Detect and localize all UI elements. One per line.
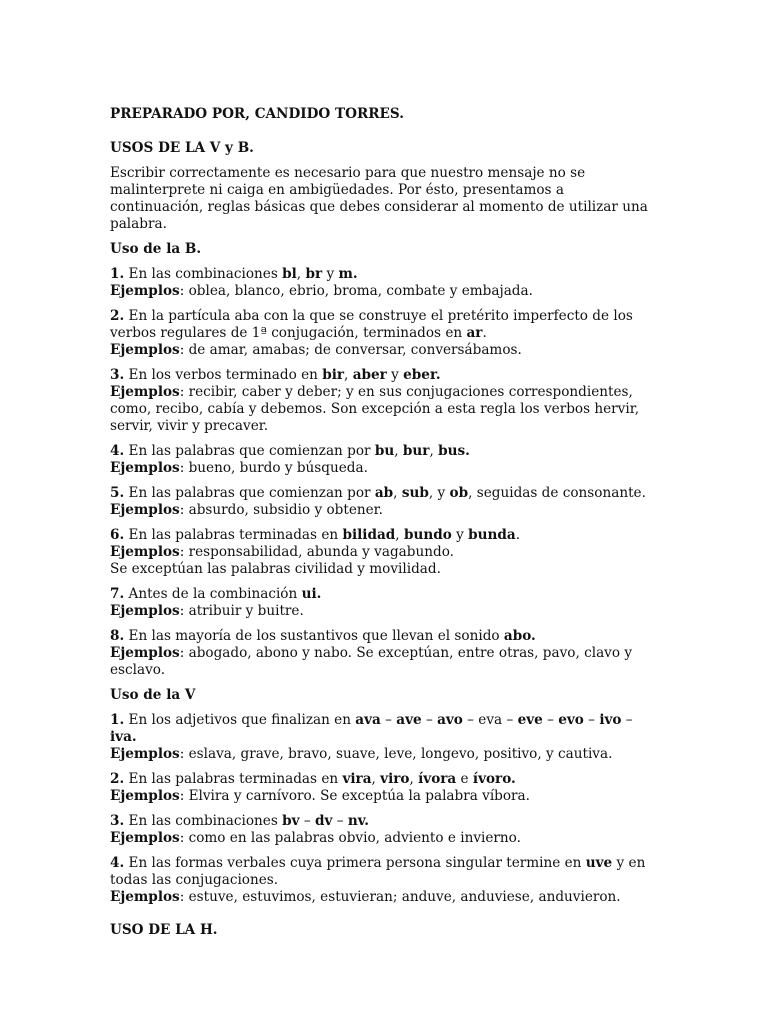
rule-keyword: aber bbox=[352, 367, 387, 383]
rule-text: 3. En los verbos terminado en bir, aber y eber. bbox=[110, 367, 441, 383]
rule-keyword: avo bbox=[437, 712, 463, 728]
rule-text: 2. En la partícula aba con la que se construye el pretérito imperfecto de los verbos regulares de 1ª conjugación, terminados en ar. bbox=[110, 308, 633, 341]
rule-keyword: dv bbox=[314, 813, 333, 829]
section-b-rule bbox=[110, 367, 658, 435]
examples-label: Ejemplos bbox=[110, 502, 180, 518]
rule-keyword: bus. bbox=[438, 443, 470, 459]
rule-keyword: ab bbox=[374, 485, 394, 501]
rule-keyword: ob bbox=[449, 485, 469, 501]
rule-text: 1. En los adjetivos que finalizan en ava – ave – avo – eva – eve – evo – ivo – iva. bbox=[110, 712, 633, 745]
rule-keyword: eber. bbox=[403, 367, 441, 383]
rule-number: 5. bbox=[110, 485, 125, 501]
rule-keyword: br bbox=[305, 266, 323, 282]
rule-keyword: bu bbox=[374, 443, 395, 459]
section-b-rule bbox=[110, 586, 658, 620]
rule-keyword: bilidad bbox=[342, 527, 396, 543]
section-v-rule bbox=[110, 855, 658, 906]
examples-label: Ejemplos bbox=[110, 830, 180, 846]
rule-number: 7. bbox=[110, 586, 125, 602]
rule-examples: Ejemplos: estuve, estuvimos, estuvieran; anduve, anduviese, anduvieron. bbox=[110, 889, 621, 905]
rule-keyword: eve bbox=[517, 712, 543, 728]
rule-examples: Ejemplos: de amar, amabas; de conversar, conversábamos. bbox=[110, 342, 522, 358]
rule-keyword: evo bbox=[558, 712, 584, 728]
rule-number: 1. bbox=[110, 712, 125, 728]
rule-text: 2. En las palabras terminadas en vira, viro, ívora e ívoro. bbox=[110, 771, 516, 787]
examples-label: Ejemplos bbox=[110, 342, 180, 358]
rule-text: 8. En las mayoría de los sustantivos que llevan el sonido abo. bbox=[110, 628, 536, 644]
rule-examples: Ejemplos: responsabilidad, abunda y vagabundo. bbox=[110, 544, 454, 560]
author-line: PREPARADO POR, CANDIDO TORRES. bbox=[110, 106, 404, 122]
rule-keyword: ui. bbox=[301, 586, 322, 602]
section-v-rule bbox=[110, 813, 658, 847]
rule-examples: Ejemplos: abogado, abono y nabo. Se exceptúan, entre otras, pavo, clavo y esclavo. bbox=[110, 645, 633, 678]
examples-label: Ejemplos bbox=[110, 645, 180, 661]
examples-label: Ejemplos bbox=[110, 788, 180, 804]
rule-keyword: bundo bbox=[403, 527, 452, 543]
rule-keyword: vira bbox=[342, 771, 372, 787]
rule-keyword: ivo bbox=[599, 712, 622, 728]
rule-exception: Se exceptúan las palabras civilidad y movilidad. bbox=[110, 561, 441, 577]
rule-keyword: bur bbox=[402, 443, 430, 459]
rule-examples: Ejemplos: absurdo, subsidio y obtener. bbox=[110, 502, 383, 518]
section-b-rule bbox=[110, 527, 658, 578]
examples-label: Ejemplos bbox=[110, 544, 180, 560]
section-b-rules bbox=[110, 258, 658, 687]
rule-keyword: ar bbox=[466, 325, 483, 341]
section-v-rules bbox=[110, 704, 658, 914]
rule-keyword: bv bbox=[282, 813, 300, 829]
rule-keyword: nv. bbox=[347, 813, 369, 829]
rule-keyword: bl bbox=[282, 266, 297, 282]
rule-keyword: bunda bbox=[468, 527, 516, 543]
section-b-rule bbox=[110, 266, 658, 300]
section-b-rule bbox=[110, 443, 658, 477]
rule-text: 5. En las palabras que comienzan por ab, sub, y ob, seguidas de consonante. bbox=[110, 485, 646, 501]
examples-label: Ejemplos bbox=[110, 384, 180, 400]
section-v-rule bbox=[110, 712, 658, 763]
rule-keyword: sub bbox=[401, 485, 429, 501]
rule-number: 3. bbox=[110, 813, 125, 829]
rule-number: 4. bbox=[110, 855, 125, 871]
rule-examples: Ejemplos: oblea, blanco, ebrio, broma, combate y embajada. bbox=[110, 283, 533, 299]
section-b-rule bbox=[110, 485, 658, 519]
rule-text: 6. En las palabras terminadas en bilidad, bundo y bunda. bbox=[110, 527, 521, 543]
intro-paragraph: Escribir correctamente es necesario para que nuestro mensaje no se malinterprete ni caiga en ambigüedades. Por ésto, presentamos a continuación, reglas básicas que debes considerar al momento de utilizar una palabra. bbox=[110, 165, 648, 232]
rule-keyword: viro bbox=[380, 771, 410, 787]
rule-number: 6. bbox=[110, 527, 125, 543]
section-h-title: USO DE LA H. bbox=[110, 922, 218, 938]
rule-examples: Ejemplos: atribuir y buitre. bbox=[110, 603, 304, 619]
section-v-rule bbox=[110, 771, 658, 805]
rule-keyword: m. bbox=[338, 266, 358, 282]
document-title: USOS DE LA V y B. bbox=[110, 140, 254, 156]
rule-number: 2. bbox=[110, 771, 125, 787]
rule-keyword: ave bbox=[396, 712, 422, 728]
document-content bbox=[110, 106, 658, 939]
rule-keyword: iva. bbox=[110, 729, 137, 745]
rule-number: 1. bbox=[110, 266, 125, 282]
rule-examples: Ejemplos: eslava, grave, bravo, suave, leve, longevo, positivo, y cautiva. bbox=[110, 746, 613, 762]
rule-number: 3. bbox=[110, 367, 125, 383]
examples-label: Ejemplos bbox=[110, 603, 180, 619]
rule-text: 1. En las combinaciones bl, br y m. bbox=[110, 266, 358, 282]
rule-keyword: ívora bbox=[418, 771, 457, 787]
rule-number: 8. bbox=[110, 628, 125, 644]
rule-number: 2. bbox=[110, 308, 125, 324]
rule-examples: Ejemplos: Elvira y carnívoro. Se exceptúa la palabra víbora. bbox=[110, 788, 530, 804]
rule-text: 7. Antes de la combinación ui. bbox=[110, 586, 322, 602]
rule-keyword: uve bbox=[585, 855, 613, 871]
rule-examples: Ejemplos: bueno, burdo y búsqueda. bbox=[110, 460, 368, 476]
examples-label: Ejemplos bbox=[110, 283, 180, 299]
examples-label: Ejemplos bbox=[110, 889, 180, 905]
rule-keyword: bir bbox=[322, 367, 345, 383]
rule-text: 4. En las palabras que comienzan por bu, bur, bus. bbox=[110, 443, 470, 459]
section-b-title: Uso de la B. bbox=[110, 241, 202, 257]
rule-keyword: ívoro. bbox=[472, 771, 516, 787]
section-b-rule bbox=[110, 628, 658, 679]
section-v-title: Uso de la V bbox=[110, 687, 196, 703]
rule-text: 4. En las formas verbales cuya primera persona singular termine en uve y en todas las conjugaciones. bbox=[110, 855, 646, 888]
rule-examples: Ejemplos: recibir, caber y deber; y en sus conjugaciones correspondientes, como, recibo, cabía y debemos. Son excepción a esta regla los verbos hervir, servir, vivir y precaver. bbox=[110, 384, 640, 434]
rule-examples: Ejemplos: como en las palabras obvio, adviento e invierno. bbox=[110, 830, 521, 846]
rule-number: 4. bbox=[110, 443, 125, 459]
rule-keyword: abo. bbox=[503, 628, 536, 644]
rule-text: 3. En las combinaciones bv – dv – nv. bbox=[110, 813, 369, 829]
section-b-rule bbox=[110, 308, 658, 359]
rule-keyword: ava bbox=[355, 712, 381, 728]
examples-label: Ejemplos bbox=[110, 460, 180, 476]
examples-label: Ejemplos bbox=[110, 746, 180, 762]
